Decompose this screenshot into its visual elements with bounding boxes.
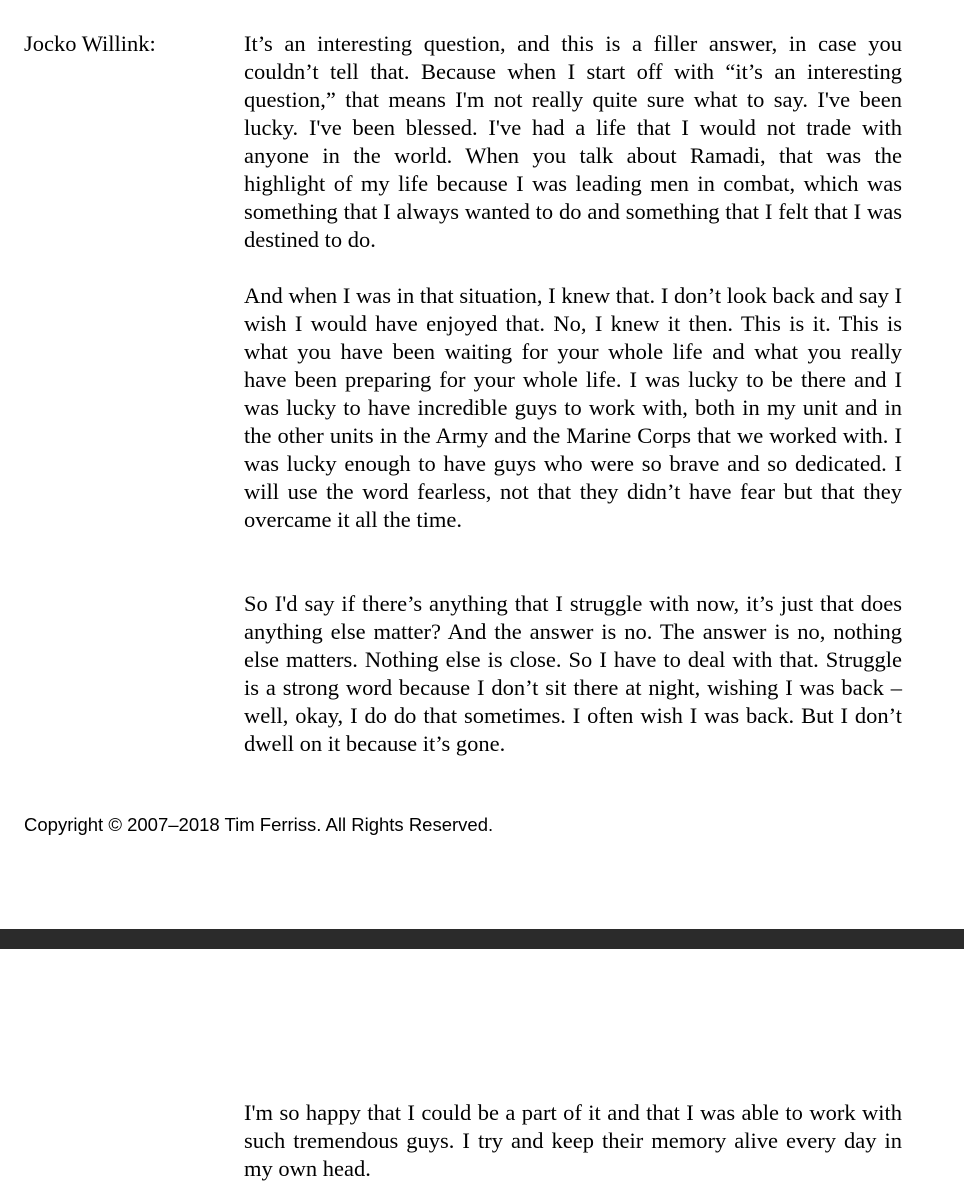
- speaker-name: Jocko Willink:: [24, 31, 156, 56]
- transcript-paragraph: So I'd say if there’s anything that I struggle with now, it’s just that does anything else matter? And the answer is no. The answer is no, nothing else matters. Nothing else is close. So I have to deal with that. Struggle is a strong word because I don’t sit there at night, wishing I was back – well, okay, I do do that sometimes. I often wish I was back. But I don’t dwell on it because it’s gone.: [244, 591, 902, 756]
- transcript-paragraph: I'm so happy that I could be a part of it and that I was able to work with such tremendous guys. I try and keep their memory alive every day in my own head.: [244, 1100, 902, 1181]
- page-separator: [0, 929, 964, 949]
- transcript-paragraph: And when I was in that situation, I knew that. I don’t look back and say I wish I would have enjoyed that. No, I knew it then. This is it. This is what you have been waiting for your whole life and what you really have been preparing for your whole life. I was lucky to be there and I was lucky to have incredible guys to work with, both in my unit and in the other units in the Army and the Marine Corps that we worked with. I was lucky enough to have guys who were so brave and so dedicated. I will use the word fearless, not that they didn’t have fear but that they overcame it all the time.: [244, 283, 902, 532]
- copyright-footer: Copyright © 2007–2018 Tim Ferriss. All Rights Reserved.: [24, 814, 494, 835]
- transcript-paragraph: It’s an interesting question, and this is a filler answer, in case you couldn’t tell that. Because when I start off with “it’s an interesting question,” that means I'm not really quite sure what to say. I've been lucky. I've been blessed. I've had a life that I would not trade with anyone in the world. When you talk about Ramadi, that was the highlight of my life because I was leading men in combat, which was something that I always wanted to do and something that I felt that I was destined to do.: [244, 31, 902, 252]
